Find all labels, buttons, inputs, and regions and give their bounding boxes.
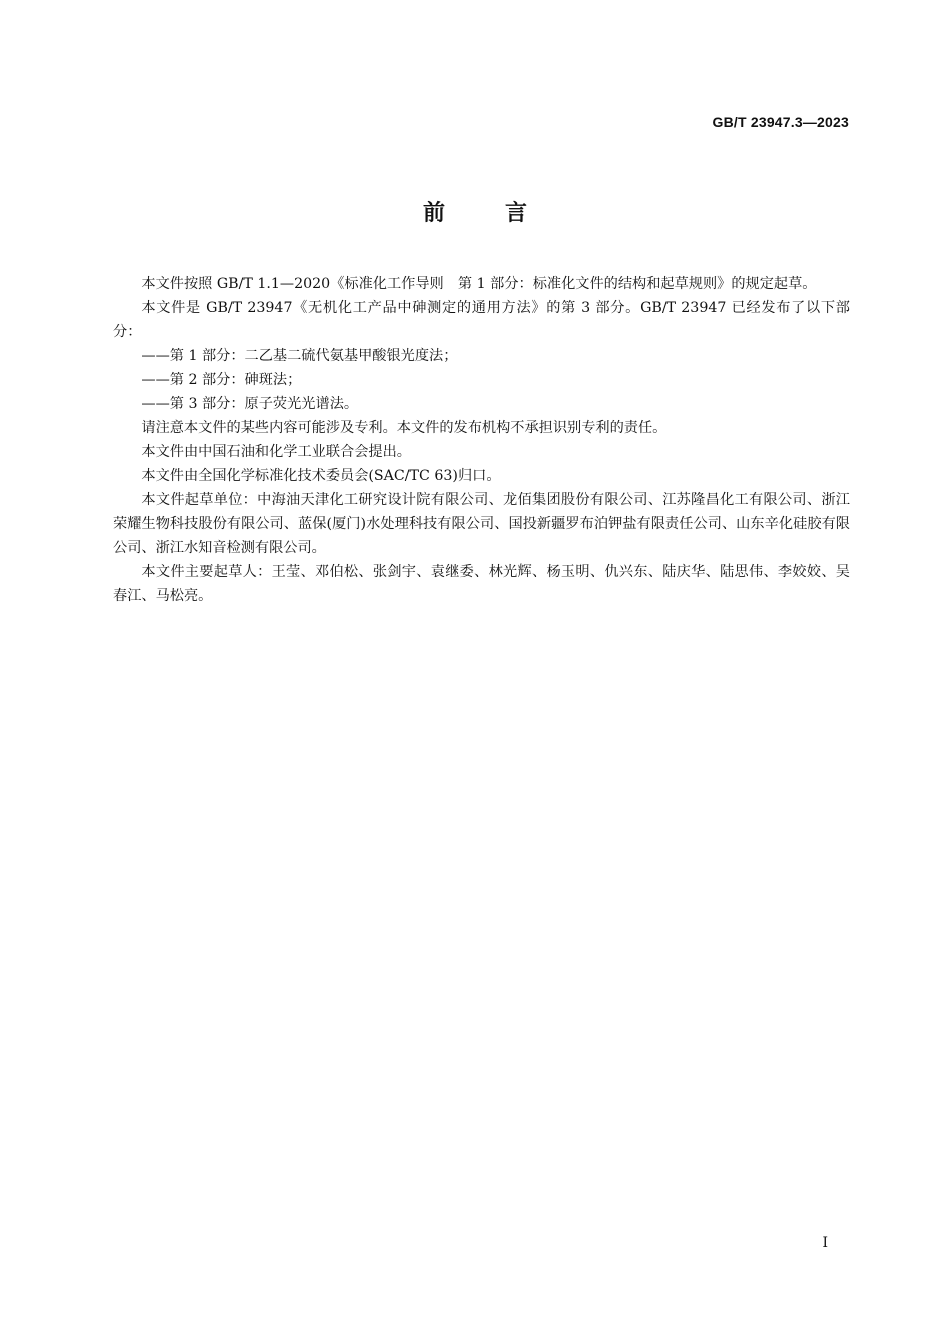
page-title bbox=[0, 196, 950, 227]
paragraph-drafting-organizations: 本文件起草单位：中海油天津化工研究设计院有限公司、龙佰集团股份有限公司、江苏隆昌化工有限公司、浙江荣耀生物科技股份有限公司、蓝保(厦门)水处理科技有限公司、国投新疆罗布泊钾盐有限责任公司、山东辛化硅胶有限公司、浙江水知音检测有限公司。 bbox=[113, 492, 850, 556]
list-item-part-3: ——第 3 部分：原子荧光光谱法。 bbox=[141, 396, 359, 412]
standard-number: GB/T 23947.3—2023 bbox=[712, 114, 849, 130]
paragraph-drafting-rules: 本文件按照 GB/T 1.1—2020《标准化工作导则 第 1 部分：标准化文件的结构和起草规则》的规定起草。 bbox=[141, 276, 817, 292]
list-item-part-2: ——第 2 部分：砷斑法； bbox=[141, 372, 302, 388]
paragraph-main-drafters: 本文件主要起草人：王莹、邓伯松、张剑宇、袁继委、林光辉、杨玉明、仇兴东、陆庆华、陆思伟、李姣姣、吴春江、马松亮。 bbox=[113, 564, 850, 604]
paragraph-proposed-by: 本文件由中国石油和化学工业联合会提出。 bbox=[141, 444, 411, 460]
list-item-part-1: ——第 1 部分：二乙基二硫代氨基甲酸银光度法； bbox=[141, 348, 458, 364]
title-char-1: 前 bbox=[422, 201, 445, 226]
foreword-body bbox=[113, 272, 850, 608]
title-char-2: 言 bbox=[505, 201, 528, 226]
page-number: I bbox=[822, 1235, 828, 1251]
paragraph-centralized-by: 本文件由全国化学标准化技术委员会(SAC/TC 63)归口。 bbox=[141, 468, 501, 484]
paragraph-series-intro: 本文件是 GB/T 23947《无机化工产品中砷测定的通用方法》的第 3 部分。GB/T 23947 已经发布了以下部分： bbox=[113, 300, 850, 340]
paragraph-patent-notice: 请注意本文件的某些内容可能涉及专利。本文件的发布机构不承担识别专利的责任。 bbox=[141, 420, 667, 436]
